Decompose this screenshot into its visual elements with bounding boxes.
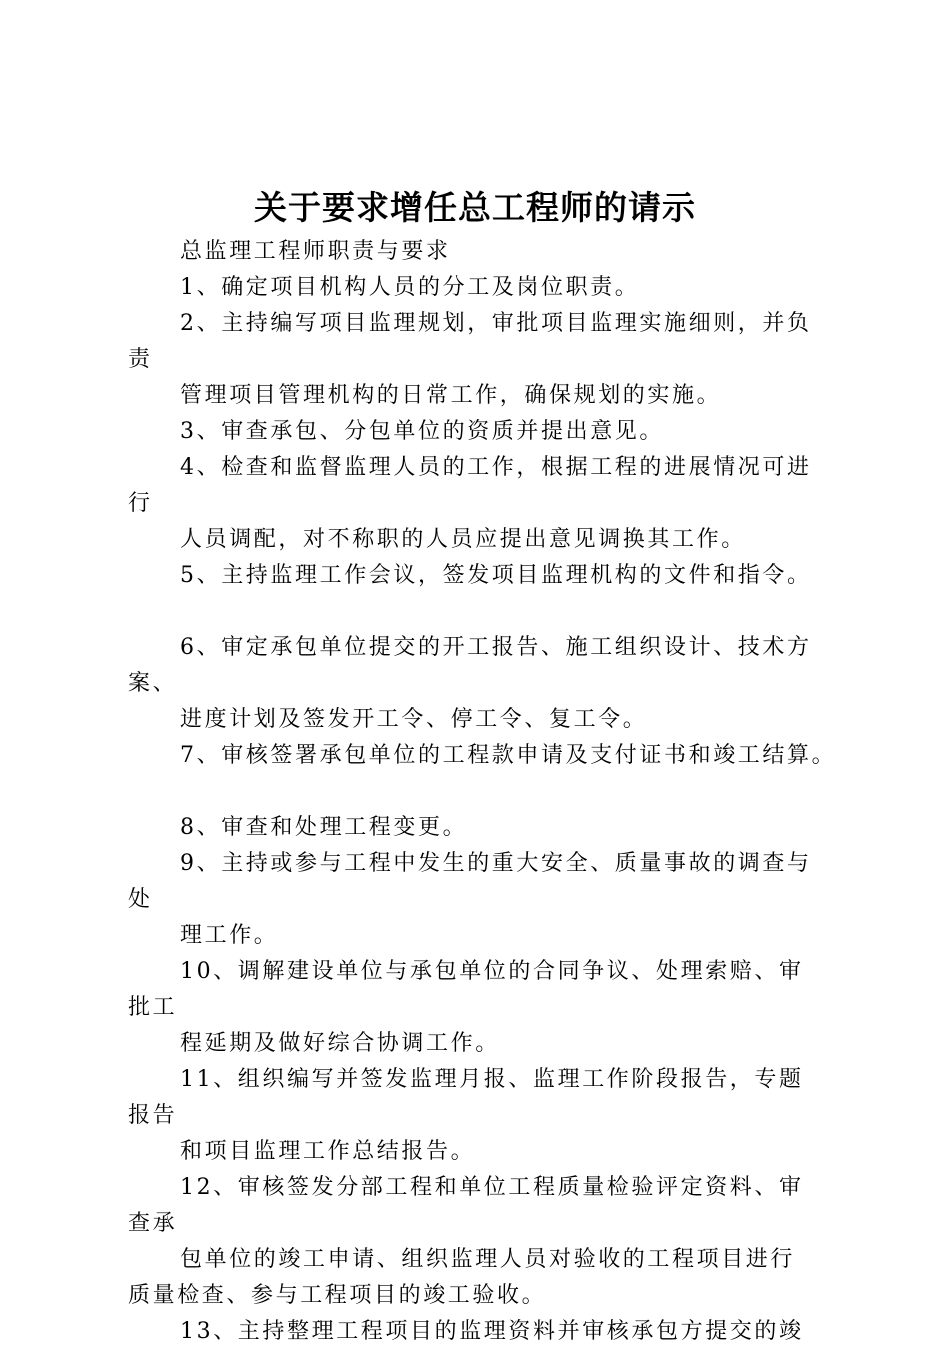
body-line: 案、 bbox=[128, 671, 178, 696]
body-line: 责 bbox=[128, 347, 153, 372]
body-line: 批工 bbox=[128, 995, 178, 1020]
body-line: 12、审核签发分部工程和单位工程质量检验评定资料、审 bbox=[180, 1175, 804, 1200]
body-line: 和项目监理工作总结报告。 bbox=[180, 1139, 476, 1164]
body-line: 5、主持监理工作会议，签发项目监理机构的文件和指令。 bbox=[180, 563, 812, 588]
body-line: 13、主持整理工程项目的监理资料并审核承包方提交的竣 bbox=[180, 1319, 804, 1344]
body-line: 9、主持或参与工程中发生的重大安全、质量事故的调查与 bbox=[180, 851, 812, 876]
body-line: 3、审查承包、分包单位的资质并提出意见。 bbox=[180, 419, 664, 444]
body-line: 4、检查和监督监理人员的工作，根据工程的进展情况可进 bbox=[180, 455, 812, 480]
body-line: 程延期及做好综合协调工作。 bbox=[180, 1031, 500, 1056]
body-line: 8、审查和处理工程变更。 bbox=[180, 815, 468, 840]
body-line: 6、审定承包单位提交的开工报告、施工组织设计、技术方 bbox=[180, 635, 812, 660]
body-line: 10、调解建设单位与承包单位的合同争议、处理索赔、审 bbox=[180, 959, 804, 984]
body-line: 理工作。 bbox=[180, 923, 279, 948]
blank-line bbox=[128, 594, 850, 630]
body-line: 包单位的竣工申请、组织监理人员对验收的工程项目进行 bbox=[180, 1247, 796, 1272]
body-line: 进度计划及签发开工令、停工令、复工令。 bbox=[180, 707, 648, 732]
body-line: 报告 bbox=[128, 1103, 178, 1128]
body-line: 11、组织编写并签发监理月报、监理工作阶段报告，专题 bbox=[180, 1067, 804, 1092]
body-line: 2、主持编写项目监理规划，审批项目监理实施细则，并负 bbox=[180, 311, 812, 336]
body-line: 质量检查、参与工程项目的竣工验收。 bbox=[128, 1283, 547, 1308]
body-line: 行 bbox=[128, 491, 153, 516]
body-line: 查承 bbox=[128, 1211, 178, 1236]
blank-line bbox=[128, 774, 850, 810]
body-line: 总监理工程师职责与要求 bbox=[180, 239, 451, 264]
document-body bbox=[128, 234, 850, 1350]
body-line: 人员调配，对不称职的人员应提出意见调换其工作。 bbox=[180, 527, 746, 552]
body-line: 处 bbox=[128, 887, 153, 912]
body-line: 1、确定项目机构人员的分工及岗位职责。 bbox=[180, 275, 640, 300]
document-title: 关于要求增任总工程师的请示 bbox=[254, 188, 696, 227]
body-line: 7、审核签署承包单位的工程款申请及支付证书和竣工结算。 bbox=[180, 743, 837, 768]
body-line: 管理项目管理机构的日常工作，确保规划的实施。 bbox=[180, 383, 722, 408]
